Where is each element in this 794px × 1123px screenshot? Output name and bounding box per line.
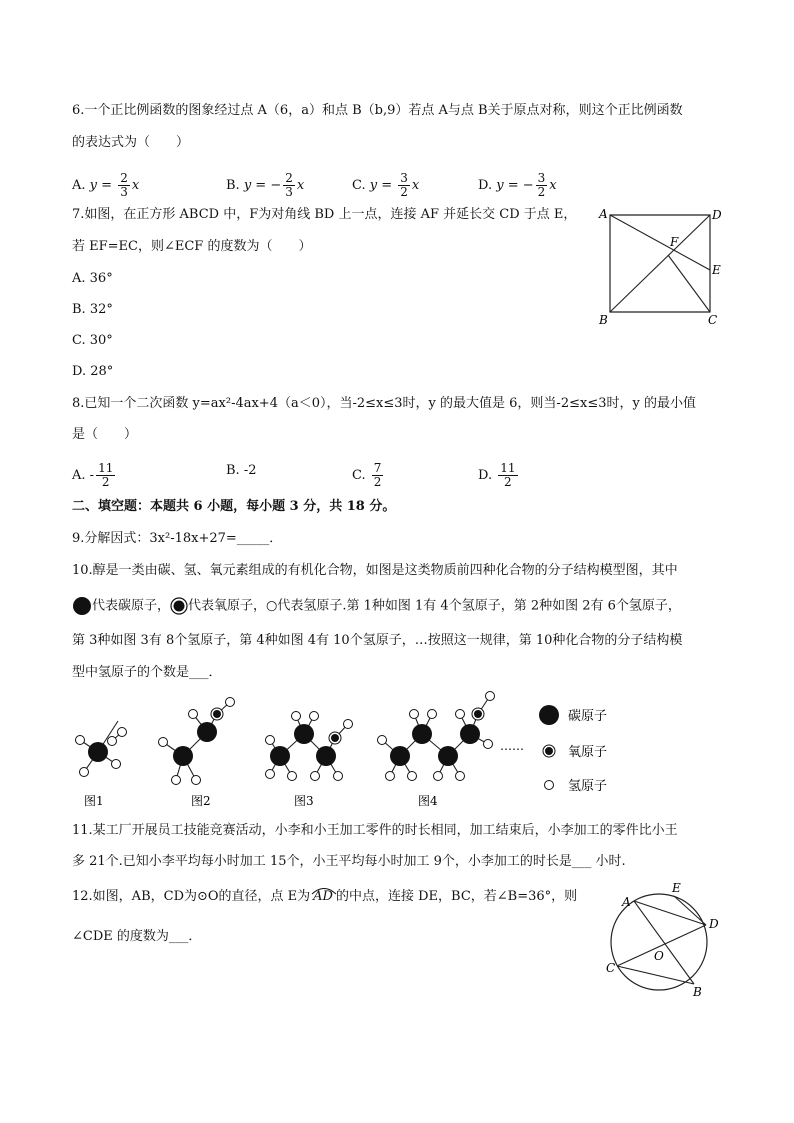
numerator: 11	[500, 461, 516, 475]
option-letter: D.	[478, 178, 493, 193]
q7-option-a: A. 36°	[72, 271, 113, 286]
q7-line1: 7.如图，在正方形 ABCD 中，F为对角线 BD 上一点，连接 AF 并延长交 CD 于点 E，	[72, 207, 577, 222]
option-var: x	[296, 178, 305, 193]
fraction	[372, 462, 384, 489]
numerator: 3	[537, 171, 546, 185]
numerator: 3	[400, 171, 408, 185]
option-letter: B.	[226, 463, 240, 478]
q7-option-b: B. 32°	[72, 302, 113, 317]
legend-hydrogen-label: 氢原子	[568, 779, 608, 794]
option-letter: D.	[478, 468, 493, 483]
numerator: 2	[120, 171, 128, 185]
chord-de	[674, 896, 706, 925]
option-sign: −	[522, 178, 534, 193]
denominator: 3	[285, 185, 293, 199]
denominator: 2	[400, 185, 408, 199]
molecule-figures	[60, 684, 640, 810]
q10-line1: 10.醇是一类由碳、氢、氧元素组成的有机化合物，如图是这类物质前四种化合物的分子结构模型图，其中	[72, 563, 678, 578]
numerator: 7	[373, 461, 382, 475]
q6-option-c	[352, 172, 419, 199]
q10-carbon-text: 代表碳原子，	[92, 598, 171, 614]
molecule-fig1	[76, 728, 127, 777]
fraction	[118, 172, 130, 199]
arc-ad: AD	[310, 888, 336, 906]
diagonal-bd	[610, 215, 710, 312]
molecule-ellipsis: ……	[500, 739, 524, 753]
label-a: A	[599, 207, 608, 221]
q12-line1	[72, 888, 577, 906]
legend-carbon-label: 碳原子	[568, 709, 608, 724]
label-o: O	[654, 949, 664, 963]
molecule-legend	[539, 705, 607, 794]
denominator: 2	[101, 475, 110, 489]
q6-option-b	[226, 172, 304, 199]
carbon-atom-icon	[72, 596, 92, 616]
fraction	[96, 462, 115, 489]
label-b: B	[599, 313, 608, 327]
q6-line1: 6.一个正比例函数的图象经过点 A（6，a）和点 B（b,9）若点 A与点 B关于原点对称，则这个正比例函数	[72, 103, 683, 118]
label-e: E	[672, 881, 681, 895]
option-lhs: y =	[369, 178, 393, 193]
denominator: 3	[120, 185, 128, 199]
fraction	[536, 172, 548, 199]
option-letter: B.	[226, 178, 240, 193]
q10-line2	[72, 596, 681, 616]
option-sign: −	[270, 178, 282, 193]
q7-line2: 若 EF=EC，则∠ECF 的度数为（ ）	[72, 239, 312, 254]
label-b: B	[693, 985, 702, 999]
chord-ad	[634, 901, 706, 925]
q12-line1a: 12.如图，AB，CD为⊙O的直径，点 E为	[72, 889, 311, 904]
section-2-heading: 二、填空题：本题共 6 小题，每小题 3 分，共 18 分。	[72, 499, 396, 514]
q6-option-d	[478, 172, 557, 199]
molecule-fig4	[378, 692, 495, 781]
label-c: C	[606, 961, 616, 975]
q10-line4: 型中氢原子的个数是___．	[72, 665, 222, 680]
option-var: x	[411, 178, 420, 193]
fig2-label: 图2	[191, 794, 211, 808]
q7-option-d: D. 28°	[72, 364, 114, 379]
option-letter: C.	[352, 178, 366, 193]
legend-carbon-icon	[539, 705, 559, 725]
option-letter: A.	[72, 178, 86, 193]
label-c: C	[708, 313, 718, 327]
fig1-label: 图1	[84, 794, 104, 808]
q7-square-figure	[590, 200, 730, 330]
q8-option-d	[478, 462, 520, 489]
molecule-fig3	[266, 712, 353, 781]
label-e: E	[712, 263, 721, 277]
fraction	[498, 462, 517, 489]
molecule-fig2	[159, 698, 235, 785]
q8-line1: 8.已知一个二次函数 y=ax²-4ax+4（a＜0），当-2≤x≤3时，y 的最大值是 6，则当-2≤x≤3时，y 的最小值	[72, 396, 696, 411]
segment-fc	[668, 255, 710, 312]
q10-line3: 第 3种如图 3有 8个氢原子，第 4种如图 4有 10个氢原子，…按照这一规律，第 10种化合物的分子结构模	[72, 633, 683, 648]
oxygen-atom-icon	[170, 597, 188, 615]
label-a: A	[622, 895, 631, 909]
q9-text: 9.分解因式：3x²-18x+27=_____．	[72, 531, 283, 546]
denominator: 2	[373, 475, 382, 489]
label-f: F	[670, 235, 679, 249]
option-letter: A.	[72, 468, 86, 483]
option-value: -2	[243, 463, 257, 478]
q11-line1: 11.某工厂开展员工技能竞赛活动，小李和小王加工零件的时长相同，加工结束后，小李加工的零件比小王	[72, 823, 678, 838]
q12-line2: ∠CDE 的度数为___．	[72, 929, 202, 944]
q12-line1b: 的中点，连接 DE，BC，若∠B=36°，则	[335, 889, 578, 904]
legend-hydrogen-icon	[545, 781, 554, 790]
q12-circle-figure	[598, 880, 732, 1002]
q6-option-a	[72, 172, 139, 199]
label-d: D	[709, 917, 719, 931]
q10-oxygen-text: 代表氧原子，○代表氢原子.第 1种如图 1有 4个氢原子，第 2种如图 2有 6个氢原子，	[188, 598, 681, 614]
legend-oxygen-label: 氧原子	[568, 745, 608, 760]
option-lhs: y =	[243, 178, 267, 193]
q11-line2: 多 21个.已知小李平均每小时加工 15个，小王平均每小时加工 9个，小李加工的时长是___ 小时.	[72, 854, 626, 869]
fraction	[398, 172, 410, 199]
q7-option-c: C. 30°	[72, 333, 113, 348]
option-letter: C.	[352, 468, 366, 483]
denominator: 2	[504, 475, 512, 489]
option-sign: -	[89, 468, 95, 483]
fig3-label: 图3	[294, 794, 314, 808]
label-d: D	[712, 208, 722, 222]
q8-line2: 是（ ）	[72, 427, 138, 442]
q6-line2: 的表达式为（ ）	[72, 135, 190, 150]
option-var: x	[549, 178, 557, 193]
fig4-label: 图4	[418, 794, 438, 808]
q8-option-b	[226, 462, 257, 480]
fraction	[283, 172, 295, 199]
numerator: 2	[285, 171, 293, 185]
q8-option-c	[352, 462, 385, 489]
option-lhs: y =	[496, 178, 519, 193]
q8-option-a	[72, 462, 117, 489]
denominator: 2	[537, 185, 546, 199]
option-lhs: y =	[89, 178, 113, 193]
option-var: x	[131, 178, 140, 193]
segment-ae	[610, 215, 710, 270]
numerator: 11	[98, 461, 114, 475]
